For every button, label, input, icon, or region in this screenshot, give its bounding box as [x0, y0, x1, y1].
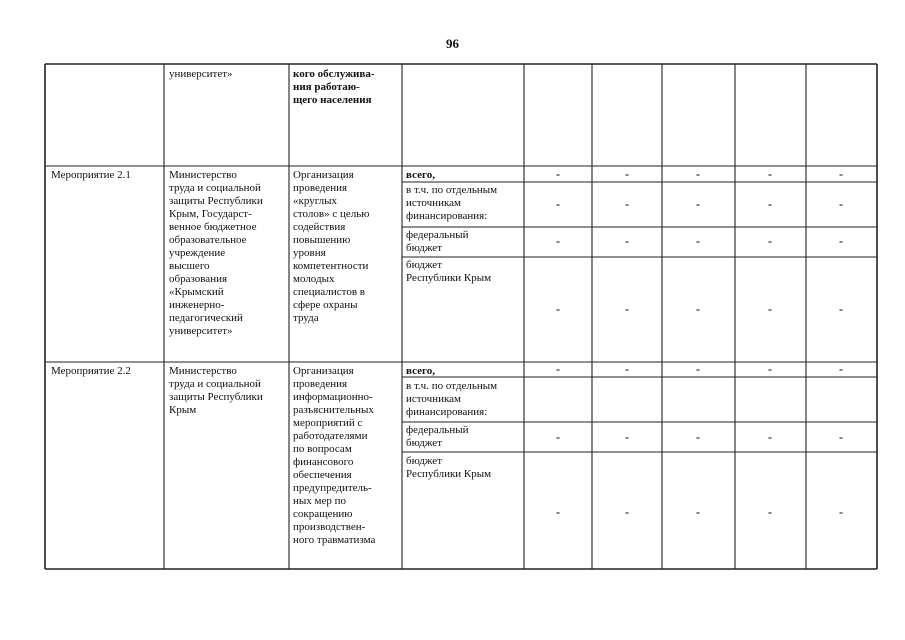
- event-content: Организация проведения информационно- разъяснительных мероприятий с работодателями по вопросам финансового обеспечения предупредитель- ных мер по сокращению производствен- ного травматизма: [293, 365, 376, 546]
- event-content: Организация проведения «круглых столов» с целью содействия повышению уровня компетентности молодых специалистов в сфере охраны труда: [293, 169, 370, 324]
- value-dash: -: [556, 362, 560, 376]
- value-dash: -: [696, 430, 700, 444]
- event-name: Мероприятие 2.2: [51, 365, 131, 377]
- value-dash: -: [696, 302, 700, 316]
- value-dash: -: [625, 505, 629, 519]
- event-name: Мероприятие 2.1: [51, 169, 131, 181]
- value-dash: -: [768, 430, 772, 444]
- value-dash: -: [839, 302, 843, 316]
- value-dash: -: [839, 430, 843, 444]
- value-dash: -: [556, 302, 560, 316]
- source-federal-label: федеральный бюджет: [406, 424, 469, 449]
- source-total-label: всего,: [406, 365, 435, 377]
- event-executor: Министерство труда и социальной защиты Республики Крым: [169, 365, 263, 416]
- value-dash: -: [768, 167, 772, 181]
- source-regional-label: бюджет Республики Крым: [406, 259, 492, 284]
- value-dash: -: [625, 234, 629, 248]
- source-subtotal-label: в т.ч. по отдельным источникам финансирования:: [406, 380, 498, 418]
- value-dash: -: [839, 197, 843, 211]
- value-dash: -: [839, 505, 843, 519]
- value-dash: -: [556, 505, 560, 519]
- value-dash: -: [696, 197, 700, 211]
- value-dash: -: [625, 362, 629, 376]
- source-subtotal-label: в т.ч. по отдельным источникам финансирования:: [406, 184, 498, 222]
- value-dash: -: [556, 430, 560, 444]
- value-dash: -: [768, 505, 772, 519]
- value-dash: -: [839, 362, 843, 376]
- value-dash: -: [625, 302, 629, 316]
- value-dash: -: [768, 234, 772, 248]
- value-dash: -: [696, 505, 700, 519]
- value-dash: -: [696, 234, 700, 248]
- value-dash: -: [625, 430, 629, 444]
- value-dash: -: [556, 197, 560, 211]
- value-dash: -: [839, 234, 843, 248]
- value-dash: -: [696, 167, 700, 181]
- executor-tail: университет»: [169, 68, 233, 80]
- event-executor: Министерство труда и социальной защиты Республики Крым, Государст- венное бюджетное образовательное учреждение высшего образования «Крымский инженерно- педагогический университет»: [169, 169, 263, 337]
- value-dash: -: [768, 302, 772, 316]
- value-dash: -: [768, 197, 772, 211]
- value-dash: -: [696, 362, 700, 376]
- value-dash: -: [556, 234, 560, 248]
- value-dash: -: [768, 362, 772, 376]
- value-dash: -: [839, 167, 843, 181]
- value-dash: -: [556, 167, 560, 181]
- source-total-label: всего,: [406, 169, 435, 181]
- content-tail: кого обслужива- ния работаю- щего населения: [293, 68, 375, 106]
- source-federal-label: федеральный бюджет: [406, 229, 469, 254]
- value-dash: -: [625, 167, 629, 181]
- page-number: 96: [446, 36, 459, 51]
- source-regional-label: бюджет Республики Крым: [406, 455, 492, 480]
- value-dash: -: [625, 197, 629, 211]
